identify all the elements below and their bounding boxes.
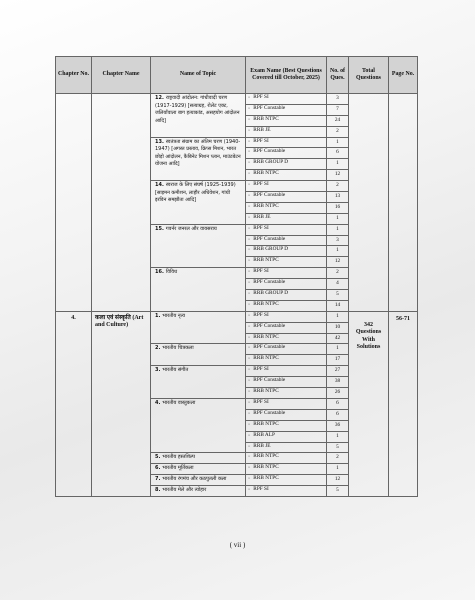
topic-number: 14. [155,182,164,189]
question-count: 1 [327,246,349,257]
topic-number: 3. [155,367,161,374]
exam-cell [246,181,327,192]
topic-cell [151,94,246,138]
exam-cell [246,377,327,388]
exam-cell [246,398,327,409]
bullet-arrow-icon: » [248,290,251,296]
chapter-name-cell: कला एवं संस्कृति (Art and Culture) [92,311,151,496]
exam-cell [246,311,327,322]
exam-cell [246,464,327,475]
topic-number: 6. [155,465,161,472]
exam-cell [246,159,327,170]
exam-cell [246,442,327,453]
exam-cell [246,355,327,366]
question-count: 12 [327,170,349,181]
exam-name: RRB NTPC [253,115,279,122]
header-chapter-name: Chapter Name [92,57,151,94]
topic-number: 4. [155,399,161,406]
exam-name: RPF SI [253,137,269,144]
bullet-arrow-icon: » [248,333,251,339]
bullet-arrow-icon: » [248,170,251,176]
topic-number: 2. [155,345,161,352]
exam-name: RPF Constable [253,344,286,351]
bullet-arrow-icon: » [248,475,251,481]
bullet-arrow-icon: » [248,377,251,383]
bullet-arrow-icon: » [248,322,251,328]
total-text: Solutions [356,344,381,351]
bullet-arrow-icon: » [248,344,251,350]
question-count: 13 [327,192,349,203]
topic-cell [151,475,246,486]
bullet-arrow-icon: » [248,268,251,274]
topic-number: 5. [155,454,161,461]
question-count: 2 [327,453,349,464]
question-count: 1 [327,224,349,235]
bullet-arrow-icon: » [248,246,251,252]
question-count: 1 [327,431,349,442]
header-topic: Name of Topic [151,57,246,94]
question-count: 27 [327,366,349,377]
exam-cell [246,94,327,105]
exam-name: RRB NTPC [253,257,279,264]
exam-name: RRB GROUP D [253,290,289,297]
bullet-arrow-icon: » [248,279,251,285]
topic-cell [151,366,246,399]
topic-title: भारतीय संगीत [162,367,189,374]
question-count: 36 [327,420,349,431]
topic-number: 15. [155,225,164,232]
question-count: 42 [327,333,349,344]
exam-cell [246,409,327,420]
question-count: 2 [327,181,349,192]
exam-cell [246,213,327,224]
bullet-arrow-icon: » [248,137,251,143]
header-total: Total Questions [349,57,389,94]
topic-cell [151,464,246,475]
question-count: 1 [327,344,349,355]
topic-cell [151,453,246,464]
exam-cell [246,344,327,355]
exam-cell [246,257,327,268]
header-row [56,57,418,94]
bullet-arrow-icon: » [248,235,251,241]
exam-name: RRB NTPC [253,170,279,177]
exam-name: RRB NTPC [253,355,279,362]
exam-name: RPF SI [253,486,269,493]
bullet-arrow-icon: » [248,355,251,361]
exam-name: RRB JE [253,442,271,449]
exam-cell [246,475,327,486]
question-count: 1 [327,213,349,224]
exam-name: RRB NTPC [253,202,279,209]
question-count: 38 [327,377,349,388]
exam-cell [246,235,327,246]
question-count: 7 [327,104,349,115]
table-row [56,311,418,322]
exam-name: RPF SI [253,224,269,231]
exam-name: RPF SI [253,94,269,100]
bullet-arrow-icon: » [248,213,251,219]
bullet-arrow-icon: » [248,398,251,404]
contents-table [55,56,418,497]
exam-name: RPF Constable [253,377,286,384]
bullet-arrow-icon: » [248,442,251,448]
exam-name: RPF SI [253,398,269,405]
exam-cell [246,224,327,235]
question-count: 3 [327,235,349,246]
bullet-arrow-icon: » [248,181,251,187]
exam-name: RPF Constable [253,104,286,111]
question-count: 1 [327,311,349,322]
question-count: 2 [327,126,349,137]
question-count: 1 [327,464,349,475]
topic-cell [151,344,246,366]
question-count: 6 [327,398,349,409]
question-count: 24 [327,115,349,126]
question-count: 5 [327,442,349,453]
question-count: 5 [327,290,349,301]
chapter-3-continued-body [56,94,418,312]
page-number-footer: ( vii ) [229,541,246,549]
exam-name: RPF Constable [253,148,286,155]
exam-cell [246,192,327,203]
bullet-arrow-icon: » [248,159,251,165]
bullet-arrow-icon: » [248,388,251,394]
exam-cell [246,388,327,399]
bullet-arrow-icon: » [248,257,251,263]
topic-number: 1. [155,312,161,319]
topic-title: भारतीय रंगमंच और कठपुतली कला [162,476,227,483]
exam-name: RPF SI [253,366,269,373]
header-exam: Exam Name (Best Questions Covered till October, 2025) [246,57,327,94]
bullet-arrow-icon: » [248,420,251,426]
topic-number: 7. [155,476,161,483]
exam-cell [246,366,327,377]
exam-cell [246,246,327,257]
exam-cell [246,431,327,442]
header-page-no: Page No. [389,57,418,94]
topic-cell [151,137,246,181]
bullet-arrow-icon: » [248,148,251,154]
total-text: Questions [355,329,382,336]
bullet-arrow-icon: » [248,202,251,208]
exam-name: RRB NTPC [253,464,279,471]
exam-cell [246,126,327,137]
exam-name: RPF Constable [253,192,286,199]
topic-title: गवर्नर जनरल और वायसराय [165,225,217,232]
exam-name: RPF Constable [253,409,286,416]
header-num-ques: No. of Ques. [327,57,349,94]
exam-cell [246,333,327,344]
bullet-arrow-icon: » [248,464,251,470]
topic-title: विविध [165,269,178,276]
bullet-arrow-icon: » [248,300,251,306]
exam-name: RRB JE [253,126,271,133]
question-count: 1 [327,159,349,170]
question-count: 2 [327,268,349,279]
topic-title: भारतीय हस्तशिल्प [162,454,196,461]
exam-name: RRB NTPC [253,475,279,482]
topic-cell [151,486,246,497]
exam-cell [246,300,327,311]
contents-page [55,56,417,497]
chapter-4-body [56,311,418,496]
question-count: 4 [327,279,349,290]
exam-name: RRB NTPC [253,333,279,340]
bullet-arrow-icon: » [248,431,251,437]
topic-title: स्वतंत्रता संग्राम का अंतिम चरण (1940-1947) [अगस्त प्रस्ताव, क्रिप्स मिशन, भारत छोड़ो आंदोलन, कैबिनेट मिशन प्लान, माउंटबेटन योजना आदि] [155,138,241,168]
topic-number: 8. [155,487,161,494]
exam-name: RPF SI [253,181,269,188]
total-cell [349,311,389,496]
topic-title: भारतीय वास्तुकला [162,399,196,406]
exam-cell [246,420,327,431]
exam-cell [246,148,327,159]
question-count: 1 [327,137,349,148]
bullet-arrow-icon: » [248,409,251,415]
topic-cell [151,268,246,312]
exam-name: RRB GROUP D [253,246,289,253]
topic-title: भारतीय मूर्तिकला [162,465,194,472]
question-count: 17 [327,355,349,366]
topic-number: 12. [155,95,164,101]
question-count: 5 [327,486,349,497]
exam-name: RPF Constable [253,235,286,242]
question-count: 12 [327,257,349,268]
exam-name: RRB NTPC [253,300,279,307]
total-text: With [362,336,375,343]
bullet-arrow-icon: » [248,486,251,492]
chapter-no-cell: 4. [56,311,92,496]
topic-cell [151,398,246,452]
question-count: 6 [327,409,349,420]
topic-title: भारतीय मेले और त्योहार [162,487,207,494]
header-chapter-no: Chapter No. [56,57,92,94]
bullet-arrow-icon: » [248,366,251,372]
exam-cell [246,486,327,497]
table-row [56,94,418,105]
question-count: 3 [327,94,349,105]
exam-cell [246,202,327,213]
bullet-arrow-icon: » [248,115,251,121]
question-count: 12 [327,475,349,486]
question-count: 16 [327,202,349,213]
exam-name: RRB NTPC [253,388,279,395]
page-no-cell: 56-71 [389,311,418,496]
question-count: 6 [327,148,349,159]
exam-cell [246,453,327,464]
question-count: 10 [327,322,349,333]
topic-cell [151,311,246,344]
topic-number: 16. [155,269,164,276]
bullet-arrow-icon: » [248,311,251,317]
bullet-arrow-icon: » [248,453,251,459]
topic-cell [151,181,246,225]
total-cell [349,94,389,312]
exam-cell [246,137,327,148]
question-count: 26 [327,388,349,399]
topic-number: 13. [155,138,164,145]
topic-title: स्वराज के लिए संघर्ष (1925-1939) [साइमन कमीशन, लाहौर अधिवेशन, गांधी इरविन समझौता आदि] [155,182,236,204]
topic-cell [151,224,246,268]
bullet-arrow-icon: » [248,224,251,230]
topic-title: भारतीय नृत्य [162,312,186,319]
bullet-arrow-icon: » [248,192,251,198]
exam-name: RPF Constable [253,322,286,329]
exam-name: RPF SI [253,311,269,318]
question-count: 14 [327,300,349,311]
exam-cell [246,279,327,290]
exam-name: RPF SI [253,268,269,275]
exam-name: RRB GROUP D [253,159,289,166]
total-text: 342 [364,321,373,328]
bullet-arrow-icon: » [248,94,251,99]
exam-cell [246,104,327,115]
chapter-no-cell [56,94,92,312]
exam-cell [246,322,327,333]
exam-cell [246,268,327,279]
exam-name: RRB JE [253,213,271,220]
topic-title: राष्ट्रवादी आंदोलन: गांधीवादी चरण (1917-1929) [सत्याग्रह, रोलेट एक्ट, जलियाँवाला बाग हत्याकांड, असहयोग आंदोलन आदि] [155,95,240,124]
exam-cell [246,115,327,126]
exam-name: RRB NTPC [253,453,279,460]
exam-name: RRB NTPC [253,420,279,427]
chapter-name-cell [92,94,151,312]
exam-cell [246,170,327,181]
bullet-arrow-icon: » [248,104,251,110]
exam-name: RPF Constable [253,279,286,286]
topic-title: भारतीय चित्रकला [162,345,194,352]
page-no-cell [389,94,418,312]
exam-name: RRB ALP [253,431,275,438]
bullet-arrow-icon: » [248,126,251,132]
exam-cell [246,290,327,301]
